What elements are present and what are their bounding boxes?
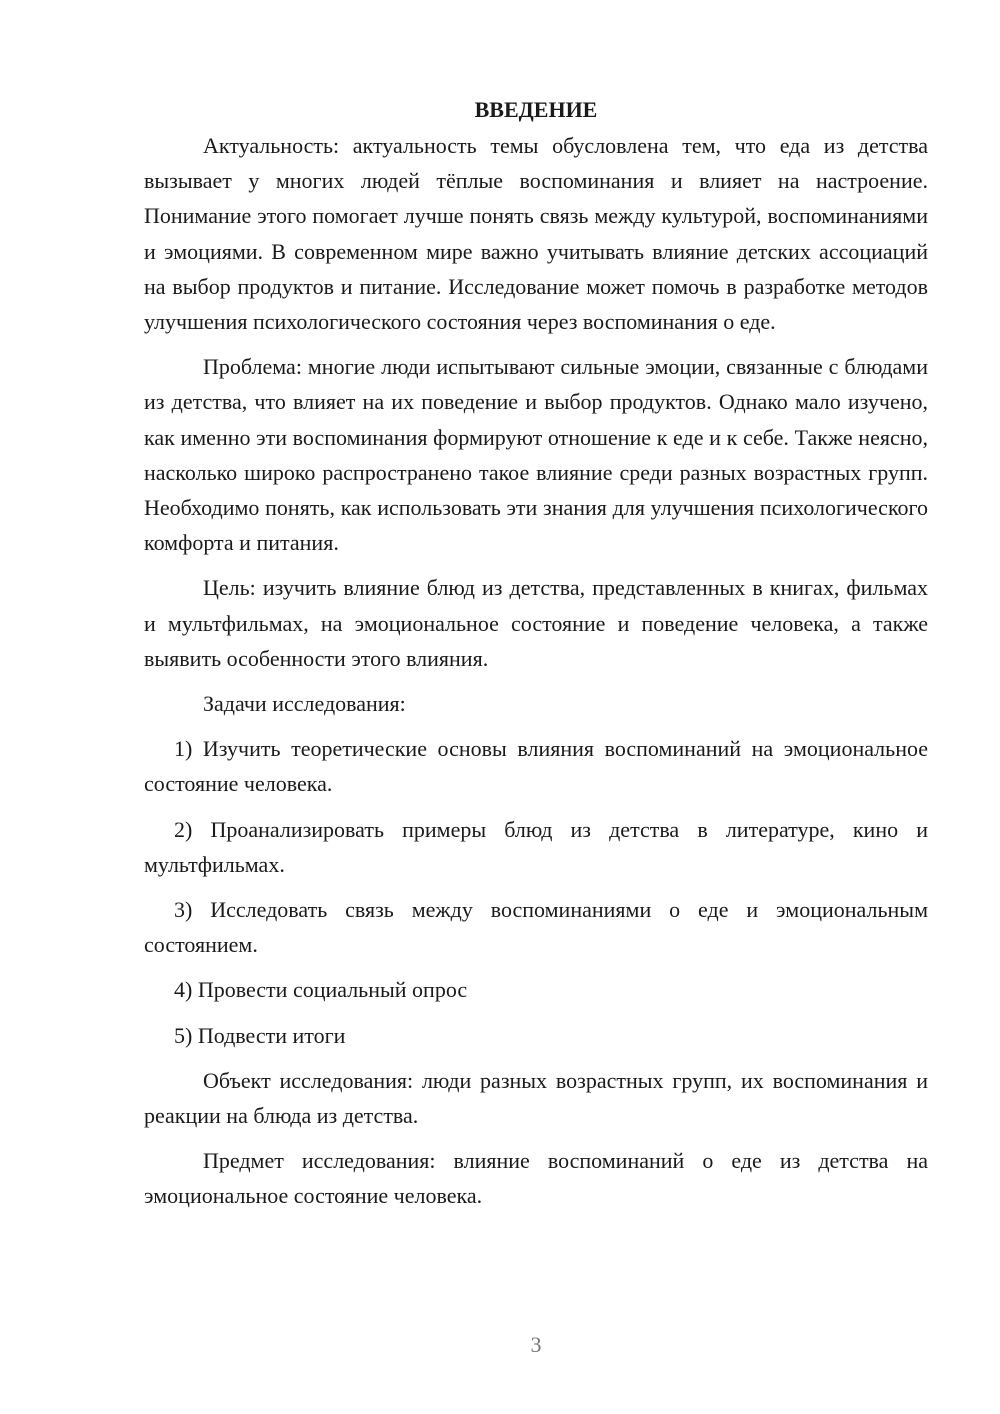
object-paragraph: Объект исследования: люди разных возрастных групп, их воспоминания и реакции на блюда из детства. [144,1067,928,1129]
list-item: 2) Проанализировать примеры блюд из детства в литературе, кино и мультфильмах. [144,816,928,877]
relevance-paragraph: Актуальность: актуальность темы обусловлена тем, что еда из детства вызывает у многих людей тёплые воспоминания и влияет на настроение. Понимание этого помогает лучше понять связь между культурой, воспоминаниями и эмоциями. В современном мире важно учитывать влияние детских ассоциаций на выбор продуктов и питание. Исследование может помочь в разработке методов улучшения психологического состояния через воспоминания о еде. [144,133,928,335]
list-item: 4) Провести социальный опрос [174,977,468,1003]
goal-paragraph: Цель: изучить влияние блюд из детства, представленных в книгах, фильмах и мультфильмах, на эмоциональное состояние и поведение человека, а также выявить особенности этого влияния. [144,575,928,671]
page-title: ВВЕДЕНИЕ [474,97,598,122]
document-page [144,92,928,1224]
list-item: 5) Подвести итоги [174,1022,346,1048]
page-number: 3 [530,1332,542,1357]
problem-paragraph: Проблема: многие люди испытывают сильные эмоции, связанные с блюдами из детства, что влияет на их поведение и выбор продуктов. Однако мало изучено, как именно эти воспоминания формируют отношение к еде и к себе. Также неясно, насколько широко распространено такое влияние среди разных возрастных групп. Необходимо понять, как использовать эти знания для улучшения психологического комфорта и питания. [144,354,928,556]
list-item: 1) Изучить теоретические основы влияния воспоминаний на эмоциональное состояние человека. [144,736,928,797]
tasks-heading: Задачи исследования: [203,691,406,717]
subject-paragraph: Предмет исследования: влияние воспоминаний о еде из детства на эмоциональное состояние человека. [144,1148,928,1209]
list-item: 3) Исследовать связь между воспоминаниями о еде и эмоциональным состоянием. [144,897,928,958]
